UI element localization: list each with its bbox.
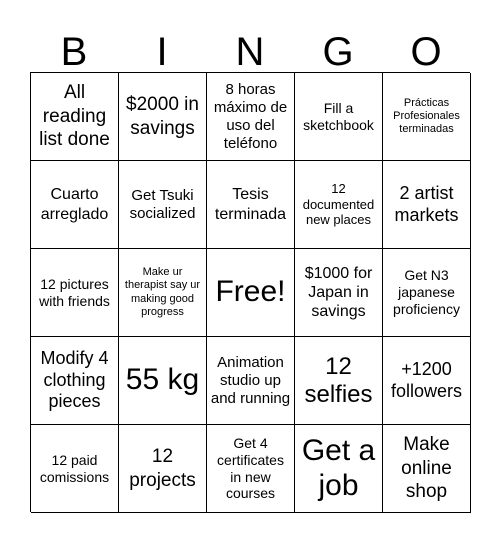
cell-text: Cuarto arreglado (40, 186, 109, 223)
bingo-cell[interactable] (119, 337, 207, 425)
cell-text: Animation studio up and running (210, 353, 291, 407)
header-letter-b: B (60, 30, 88, 74)
bingo-cell[interactable] (207, 73, 295, 161)
cell-text: 2 artist markets (394, 182, 459, 225)
cell-text: Get 4 certificates in new courses (217, 434, 284, 502)
cell-text: $2000 in savings (126, 93, 199, 139)
bingo-cell[interactable] (207, 161, 295, 249)
cell-text: 12 pictures with friends (39, 275, 110, 309)
header-letter-n: N (235, 30, 265, 74)
bingo-cell[interactable] (295, 425, 383, 513)
cell-text: Make ur therapist say ur making good progress (124, 266, 201, 318)
bingo-cell[interactable] (119, 249, 207, 337)
bingo-cell[interactable] (383, 249, 471, 337)
bingo-cell[interactable] (295, 337, 383, 425)
header-letter-i: I (156, 30, 168, 74)
bingo-cell[interactable] (295, 73, 383, 161)
cell-text: Free! (215, 275, 286, 309)
bingo-cell[interactable] (119, 73, 207, 161)
cell-text: 12 selfies (304, 352, 373, 408)
bingo-cell[interactable] (119, 161, 207, 249)
cell-text: 12 paid comissions (39, 451, 110, 485)
bingo-cell-free[interactable] (207, 249, 295, 337)
bingo-cell[interactable] (31, 249, 119, 337)
bingo-cell[interactable] (383, 425, 471, 513)
bingo-cell[interactable] (383, 73, 471, 161)
cell-text: Get N3 japanese proficiency (393, 267, 460, 317)
bingo-cell[interactable] (207, 337, 295, 425)
cell-text: Tesis terminada (214, 186, 287, 223)
cell-text: Make online shop (401, 433, 452, 503)
cell-text: Modify 4 clothing pieces (40, 348, 109, 412)
bingo-grid (30, 72, 470, 512)
cell-text: 12 projects (129, 445, 196, 491)
bingo-cell[interactable] (295, 249, 383, 337)
cell-text: +1200 followers (390, 358, 463, 401)
bingo-cell[interactable] (207, 425, 295, 513)
cell-text: $1000 for Japan in savings (304, 264, 373, 321)
cell-text: Get a job (301, 434, 376, 502)
cell-text: All reading list done (39, 81, 110, 151)
cell-text: Get Tsuki socialized (129, 186, 196, 222)
cell-text: Prácticas Profesionales terminadas (393, 96, 460, 136)
bingo-cell[interactable] (383, 337, 471, 425)
cell-text: 12 documented new places (302, 181, 375, 228)
header-letter-g: G (322, 30, 354, 74)
cell-text: Fill a sketchbook (303, 99, 374, 133)
bingo-cell[interactable] (383, 161, 471, 249)
bingo-cell[interactable] (295, 161, 383, 249)
bingo-cell[interactable] (119, 425, 207, 513)
bingo-cell[interactable] (31, 73, 119, 161)
bingo-cell[interactable] (31, 161, 119, 249)
cell-text: 8 horas máximo de uso del teléfono (213, 80, 288, 152)
header-letter-o: O (410, 30, 442, 74)
cell-text: 55 kg (125, 363, 200, 397)
bingo-cell[interactable] (31, 425, 119, 513)
bingo-cell[interactable] (31, 337, 119, 425)
